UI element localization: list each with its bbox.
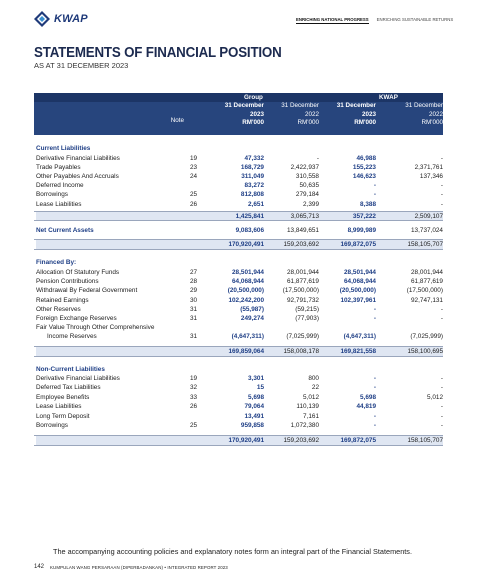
table-row [36,200,443,209]
row-label: Financed By: [36,259,77,266]
value-kwap-2022: - [440,375,443,382]
value-group-2022: (59,215) [295,306,319,313]
value-kwap-2023: - [373,306,376,313]
row-label: Derivative Financial Liabilities [36,375,120,382]
row-note: 19 [190,155,198,162]
tab-enriching-national-progress[interactable]: ENRICHING NATIONAL PROGRESS [296,17,369,22]
value-group-2023: 102,242,200 [228,297,264,304]
rule-line [34,249,443,250]
value-kwap-2022: - [440,155,443,162]
row-label: Non-Current Liabilities [36,366,105,373]
value-kwap-2023: 46,988 [356,155,376,162]
rule-line [34,220,443,221]
value-group-2023: 169,859,064 [228,348,264,355]
page-title: STATEMENTS OF FINANCIAL POSITION [34,45,282,61]
value-group-2022: 61,877,619 [287,278,319,285]
col-header-line: 31 December [224,102,264,109]
row-label: Deferred Income [36,182,84,189]
col-header-line: 2022 [428,110,443,118]
value-kwap-2023: 169,872,075 [340,241,376,248]
value-group-2023: 47,332 [244,155,264,162]
value-group-2023: 3,301 [248,375,264,382]
row-note: 27 [190,269,198,276]
col-header-line: RM'000 [354,119,376,127]
value-kwap-2022: - [440,403,443,410]
table-row [36,154,443,163]
row-label: Current Liabilities [36,145,91,152]
value-kwap-2023: 5,698 [360,394,376,401]
rule-line [34,346,443,347]
value-group-2023: 1,425,841 [235,213,264,220]
value-group-2023: 79,064 [244,403,264,410]
value-group-2022: 1,072,380 [290,422,319,429]
row-note: 24 [190,173,198,180]
row-note: 25 [190,422,198,429]
row-note: 29 [190,287,198,294]
row-note: 32 [190,384,198,391]
table-section-heading [36,144,443,153]
table-section-heading [36,365,443,374]
value-kwap-2023: - [373,384,376,391]
page-number: 142 [34,564,45,570]
value-kwap-2022: - [440,384,443,391]
value-group-2022: 159,203,692 [283,437,319,444]
value-kwap-2022: - [440,191,443,198]
value-group-2023: 15 [256,384,264,391]
row-label: Long Term Deposit [36,413,90,420]
value-group-2023: 13,491 [244,413,264,420]
row-note: 23 [190,164,198,171]
col-header-line: 31 December [281,102,319,109]
value-group-2022: (17,500,000) [282,287,319,294]
value-group-2022: 50,635 [299,182,319,189]
value-kwap-2022: (7,025,999) [410,333,443,340]
row-label: Withdrawal By Federal Government [36,287,138,294]
value-kwap-2022: 5,012 [427,394,443,401]
rule-line [34,356,443,357]
value-kwap-2022: 28,001,944 [411,269,443,276]
value-group-2023: 249,274 [240,315,264,322]
value-kwap-2023: 8,999,989 [347,227,376,234]
value-kwap-2023: - [373,315,376,322]
table-total-row [36,347,443,356]
row-label: Net Current Assets [36,227,94,234]
value-group-2022: - [316,155,319,162]
table-row [36,314,443,323]
col-header-kwap-2023 [321,102,376,128]
row-label: Deferred Tax Liabilities [36,384,101,391]
value-group-2022: 158,008,178 [283,348,319,355]
col-header-line: RM'000 [421,119,443,127]
table-row [36,286,443,295]
value-kwap-2022: - [440,201,443,208]
row-label: Lease Liabilities [36,403,82,410]
value-kwap-2022: - [440,422,443,429]
value-kwap-2022: 61,877,619 [411,278,443,285]
table-row [36,332,443,341]
value-group-2022: 22 [311,384,319,391]
value-kwap-2023: 8,388 [360,201,376,208]
group-heading: Group [244,94,263,101]
value-group-2023: 170,920,491 [228,241,264,248]
value-group-2022: 92,791,732 [287,297,319,304]
kwap-logo [34,11,88,27]
value-group-2022: 5,012 [303,394,319,401]
rule-line [34,435,443,436]
value-group-2023: 83,272 [244,182,264,189]
value-kwap-2023: 44,819 [356,403,376,410]
row-note: 31 [190,306,198,313]
row-note: 26 [190,201,198,208]
row-label: Foreign Exchange Reserves [36,315,117,322]
value-group-2022: 13,849,651 [287,227,319,234]
value-group-2022: 7,161 [303,413,319,420]
col-header-group-2023 [211,102,264,128]
note-heading: Note [170,117,184,124]
col-header-line: 2023 [361,110,376,118]
kwap-heading: KWAP [379,94,398,101]
value-kwap-2023: - [373,191,376,198]
value-group-2023: 168,729 [240,164,264,171]
row-label: Pension Contributions [36,278,99,285]
col-header-line: RM'000 [242,119,264,127]
value-group-2022: (77,903) [295,315,319,322]
value-kwap-2023: - [373,422,376,429]
publication-name: KUMPULAN WANG PERSARAAN (DIPERBADANKAN) • INTEGRATED REPORT 2023 [50,564,228,570]
value-kwap-2022: 92,747,131 [411,297,443,304]
row-label: Employee Benefits [36,394,90,401]
table-row [36,421,443,430]
footer-note: The accompanying accounting policies and explanatory notes form an integral part of the Financial Statements. [53,547,412,556]
table-subtotal-row [36,226,443,235]
top-tabs [296,17,453,24]
value-group-2022: 110,139 [296,403,319,410]
row-label: Derivative Financial Liabilities [36,155,120,162]
value-group-2022: 2,399 [303,201,319,208]
value-kwap-2023: 357,222 [352,213,376,220]
value-kwap-2022: 2,371,761 [414,164,443,171]
table-row [36,277,443,286]
row-note: 33 [190,394,198,401]
value-group-2022: 800 [308,375,319,382]
value-group-2022: 310,558 [295,173,319,180]
kwap-logo-icon [34,11,50,27]
value-group-2022: 159,203,692 [283,241,319,248]
table-row [36,383,443,392]
value-kwap-2023: - [373,375,376,382]
value-kwap-2022: 158,100,695 [407,348,443,355]
value-kwap-2022: - [440,182,443,189]
value-group-2023: 959,858 [240,422,264,429]
value-group-2022: 279,184 [295,191,319,198]
value-group-2023: 28,501,944 [232,269,264,276]
value-group-2023: 2,651 [248,201,264,208]
value-kwap-2023: (20,500,000) [339,287,376,294]
page-footer [34,564,228,570]
value-kwap-2022: - [440,413,443,420]
value-kwap-2022: 158,105,707 [407,241,443,248]
table-row [36,305,443,314]
rule-line [34,445,443,446]
table-total-row [36,436,443,445]
value-kwap-2023: 28,501,944 [344,269,376,276]
row-label: Borrowings [36,422,68,429]
value-group-2023: (55,987) [240,306,264,313]
value-kwap-2023: 146,623 [352,173,376,180]
value-group-2022: 3,065,713 [290,213,319,220]
value-kwap-2022: - [440,315,443,322]
row-label: Lease Liabilities [36,201,82,208]
row-note: 19 [190,375,198,382]
value-group-2022: 28,001,944 [287,269,319,276]
row-note: 26 [190,403,198,410]
row-note: 25 [190,191,198,198]
row-label: Borrowings [36,191,68,198]
table-total-row [36,240,443,249]
value-group-2023: 311,049 [241,173,264,180]
value-group-2023: 812,808 [240,191,264,198]
table-row [36,163,443,172]
row-note: 31 [190,333,198,340]
col-header-line: 31 December [405,102,443,109]
row-note: 28 [190,278,198,285]
value-kwap-2023: 155,223 [352,164,376,171]
brand-name: KWAP [54,13,88,25]
col-header-group-2022 [266,102,319,128]
col-header-line: 31 December [336,102,376,109]
value-kwap-2023: - [373,413,376,420]
value-kwap-2023: 169,821,558 [340,348,376,355]
value-group-2023: 9,083,606 [235,227,264,234]
value-kwap-2023: 64,068,944 [344,278,376,285]
row-label: Allocation Of Statutory Funds [36,269,120,276]
value-kwap-2023: (4,647,311) [343,333,376,340]
tab-enriching-sustainable-returns[interactable]: ENRICHING SUSTAINABLE RETURNS [376,17,454,22]
row-note: 31 [190,315,198,322]
table-row [36,190,443,199]
row-label: Retained Earnings [36,297,89,304]
value-group-2023: 64,068,944 [232,278,264,285]
table-row [36,393,443,402]
table-row [36,296,443,305]
table-row [36,412,443,421]
value-group-2023: 5,698 [248,394,264,401]
row-label: Other Payables And Accruals [36,173,119,180]
col-header-line: 2022 [304,110,319,118]
row-label: Income Reserves [47,333,97,340]
value-kwap-2022: 137,346 [419,173,443,180]
value-group-2023: (20,500,000) [227,287,264,294]
value-kwap-2022: 13,737,024 [411,227,443,234]
rule-line [34,239,443,240]
page-subtitle: AS AT 31 DECEMBER 2023 [34,61,129,70]
value-kwap-2023: 102,397,961 [340,297,376,304]
table-row [36,268,443,277]
table-row [36,172,443,181]
value-kwap-2023: - [373,182,376,189]
value-kwap-2022: 158,105,707 [407,437,443,444]
table-header [34,93,443,135]
table-row [36,402,443,411]
rule-line [34,211,443,212]
value-kwap-2023: 169,872,075 [340,437,376,444]
table-row [36,323,443,332]
row-label: Fair Value Through Other Comprehensive [36,324,155,331]
table-row [36,181,443,190]
table-row [36,374,443,383]
col-header-kwap-2022 [378,102,443,128]
row-label: Other Reserves [36,306,81,313]
value-kwap-2022: 2,509,107 [414,213,443,220]
col-header-line: RM'000 [297,119,319,127]
row-note: 30 [190,297,198,304]
table-section-heading [36,258,443,267]
value-group-2023: (4,647,311) [231,333,264,340]
row-label: Trade Payables [36,164,81,171]
value-group-2023: 170,920,491 [228,437,264,444]
value-group-2022: 2,422,937 [290,164,319,171]
col-header-line: 2023 [249,110,264,118]
value-kwap-2022: - [440,306,443,313]
value-group-2022: (7,025,999) [286,333,319,340]
value-kwap-2022: (17,500,000) [406,287,443,294]
